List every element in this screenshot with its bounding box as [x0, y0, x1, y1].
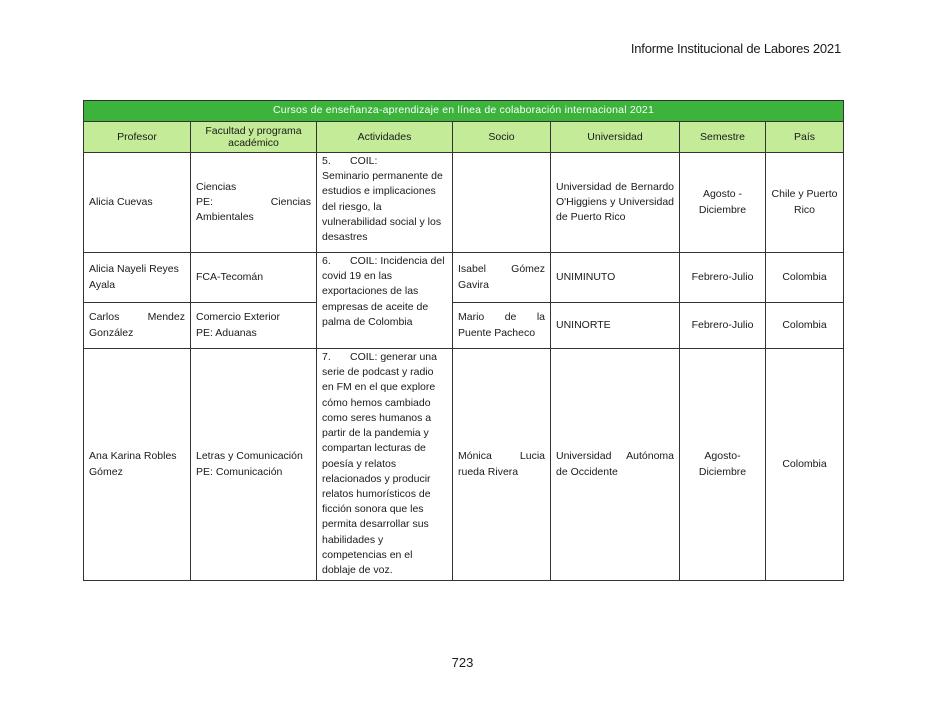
program-name: Aduanas	[215, 326, 257, 339]
activity-number: 7.	[322, 351, 331, 363]
table-row	[84, 349, 844, 581]
column-header-semestre: Semestre	[680, 122, 766, 153]
cell-pais: Chile y Puerto Rico	[766, 153, 844, 253]
running-header: Informe Institucional de Labores 2021	[630, 41, 841, 56]
column-header-actividades: Actividades	[317, 122, 453, 153]
cell-socio: Isabel Gómez Gavira	[453, 253, 551, 303]
cell-universidad: UNIMINUTO	[551, 253, 680, 303]
cell-universidad: Universidad Autónoma de Occidente	[551, 349, 680, 581]
activity-number: 5.	[322, 155, 331, 167]
table-header-row	[84, 122, 844, 153]
faculty-name: Letras y Comunicación	[196, 450, 303, 463]
cell-socio	[453, 153, 551, 253]
cell-socio: Mónica Lucia rueda Rivera	[453, 349, 551, 581]
page-number: 723	[451, 655, 474, 670]
program-name: Comunicación	[215, 465, 283, 478]
table-row	[84, 303, 844, 349]
cell-facultad	[191, 153, 317, 253]
cell-facultad	[191, 303, 317, 349]
activity-text: Seminario permanente de estudios e implicaciones del riesgo, la vulnerabilidad social y los desastres	[322, 170, 443, 244]
column-header-profesor: Profesor	[84, 122, 191, 153]
column-header-facultad: Facultad y programa académico	[191, 122, 317, 153]
cell-profesor: Alicia Cuevas	[84, 153, 191, 253]
cell-universidad: UNINORTE	[551, 303, 680, 349]
table-row	[84, 253, 844, 303]
cell-semestre: Agosto-Diciembre	[680, 349, 766, 581]
cell-actividades-shared	[317, 253, 453, 349]
program-line	[196, 326, 311, 341]
column-header-universidad: Universidad	[551, 122, 680, 153]
cell-pais: Colombia	[766, 349, 844, 581]
activity-number: 6.	[322, 255, 331, 267]
program-line	[196, 465, 311, 480]
courses-table	[83, 100, 844, 581]
column-header-socio: Socio	[453, 122, 551, 153]
activity-title: COIL:	[350, 155, 378, 167]
cell-facultad	[191, 349, 317, 581]
table-title-row	[84, 101, 844, 122]
program-label: PE:	[196, 465, 213, 478]
cell-semestre: Agosto - Diciembre	[680, 153, 766, 253]
cell-pais: Colombia	[766, 303, 844, 349]
activity-text: COIL: generar una serie de podcast y radio en FM en el que explore cómo hemos cambiado como seres humanos a partir de la pandemia y compartan lecturas de poesía y relatos relacionados y producir relatos humorísticos de ficción sonora que les permita desarrollar sus habilidades y competencias en el doblaje de voz.	[322, 351, 437, 577]
column-header-pais: País	[766, 122, 844, 153]
cell-profesor: Alicia Nayeli Reyes Ayala	[84, 253, 191, 303]
activity-text: COIL: Incidencia del covid 19 en las exportaciones de las empresas de aceite de palma de Colombia	[322, 255, 445, 328]
program-line	[196, 195, 311, 225]
cell-profesor: Carlos Mendez González	[84, 303, 191, 349]
faculty-name: Comercio Exterior	[196, 311, 281, 324]
program-label: PE:	[196, 326, 213, 339]
program-label: PE:	[196, 195, 213, 208]
table-title: Cursos de enseñanza-aprendizaje en línea de colaboración internacional 2021	[84, 101, 844, 122]
cell-pais: Colombia	[766, 253, 844, 303]
faculty-name: Ciencias	[196, 180, 237, 193]
cell-universidad: Universidad de Bernardo O'Higgiens y Universidad de Puerto Rico	[551, 153, 680, 253]
cell-semestre: Febrero-Julio	[680, 253, 766, 303]
cell-socio: Mario de la Puente Pacheco	[453, 303, 551, 349]
cell-actividades	[317, 153, 453, 253]
cell-semestre: Febrero-Julio	[680, 303, 766, 349]
cell-profesor: Ana Karina Robles Gómez	[84, 349, 191, 581]
table-row	[84, 153, 844, 253]
cell-facultad: FCA-Tecomán	[191, 253, 317, 303]
program-name: Ciencias Ambientales	[196, 195, 311, 224]
cell-actividades	[317, 349, 453, 581]
